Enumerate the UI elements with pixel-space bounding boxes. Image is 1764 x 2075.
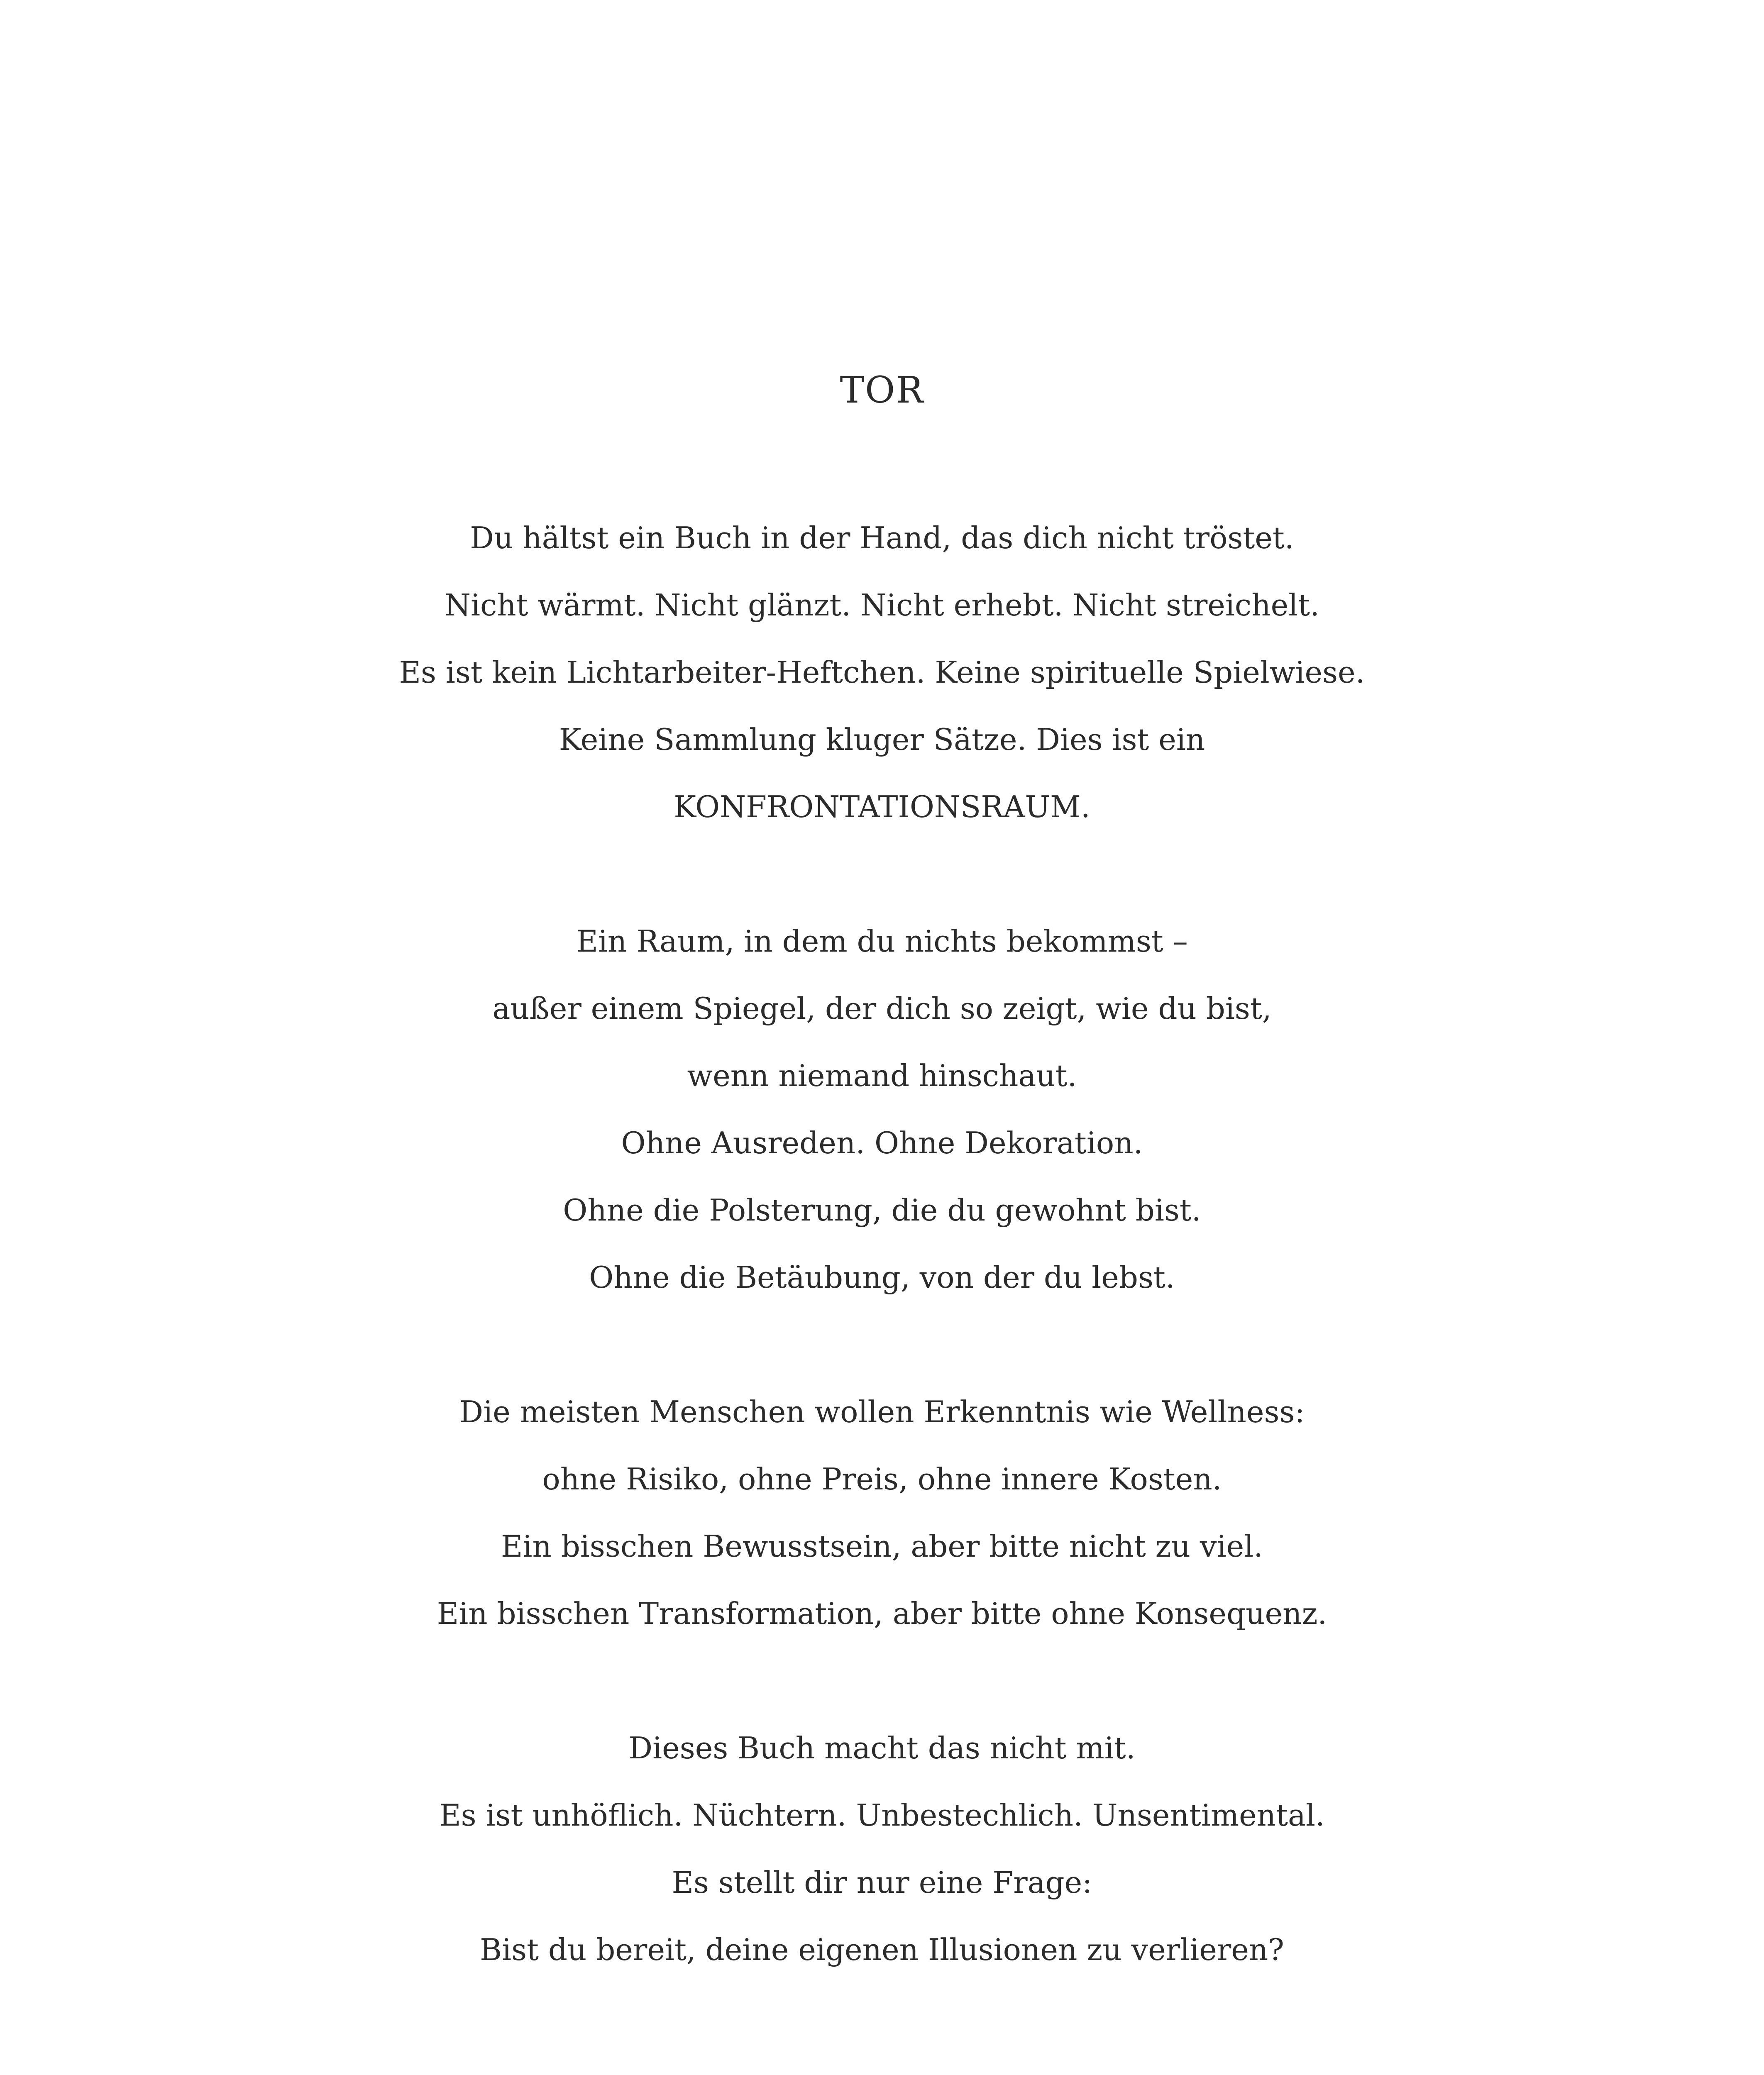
body-text [0, 504, 1764, 1983]
text-line: Ein bisschen Bewusstsein, aber bitte nicht zu viel. [501, 1529, 1263, 1564]
stanza-2 [0, 908, 1764, 1311]
text-line: Bist du bereit, deine eigenen Illusionen zu verlieren? [480, 1932, 1284, 1967]
text-line: Ohne die Polsterung, die du gewohnt bist. [563, 1193, 1201, 1228]
stanza-3 [0, 1378, 1764, 1647]
text-line: KONFRONTATIONSRAUM. [674, 789, 1090, 824]
text-line: außer einem Spiegel, der dich so zeigt, wie du bist, [492, 991, 1272, 1026]
text-line: Dieses Buch macht das nicht mit. [628, 1731, 1136, 1765]
stanza-1 [0, 504, 1764, 840]
text-line: Die meisten Menschen wollen Erkenntnis wie Wellness: [459, 1394, 1305, 1429]
text-line: Es stellt dir nur eine Frage: [672, 1865, 1092, 1900]
text-line: Nicht wärmt. Nicht glänzt. Nicht erhebt. Nicht streichelt. [444, 588, 1320, 622]
page-title: TOR [840, 369, 924, 411]
text-line: Es ist unhöflich. Nüchtern. Unbestechlich. Unsentimental. [439, 1798, 1325, 1833]
text-line: Ein bisschen Transformation, aber bitte ohne Konsequenz. [437, 1596, 1327, 1631]
text-line: wenn niemand hinschaut. [687, 1058, 1077, 1093]
text-line: Es ist kein Lichtarbeiter-Heftchen. Keine spirituelle Spielwiese. [399, 655, 1365, 690]
stanza-4 [0, 1714, 1764, 1983]
text-line: Keine Sammlung kluger Sätze. Dies ist ein [559, 722, 1205, 757]
text-line: Ohne die Betäubung, von der du lebst. [589, 1260, 1175, 1295]
text-line: Ein Raum, in dem du nichts bekommst – [576, 924, 1188, 959]
text-line: Du hältst ein Buch in der Hand, das dich nicht tröstet. [470, 520, 1294, 555]
text-line: Ohne Ausreden. Ohne Dekoration. [621, 1125, 1143, 1160]
text-line: ohne Risiko, ohne Preis, ohne innere Kosten. [542, 1462, 1222, 1496]
